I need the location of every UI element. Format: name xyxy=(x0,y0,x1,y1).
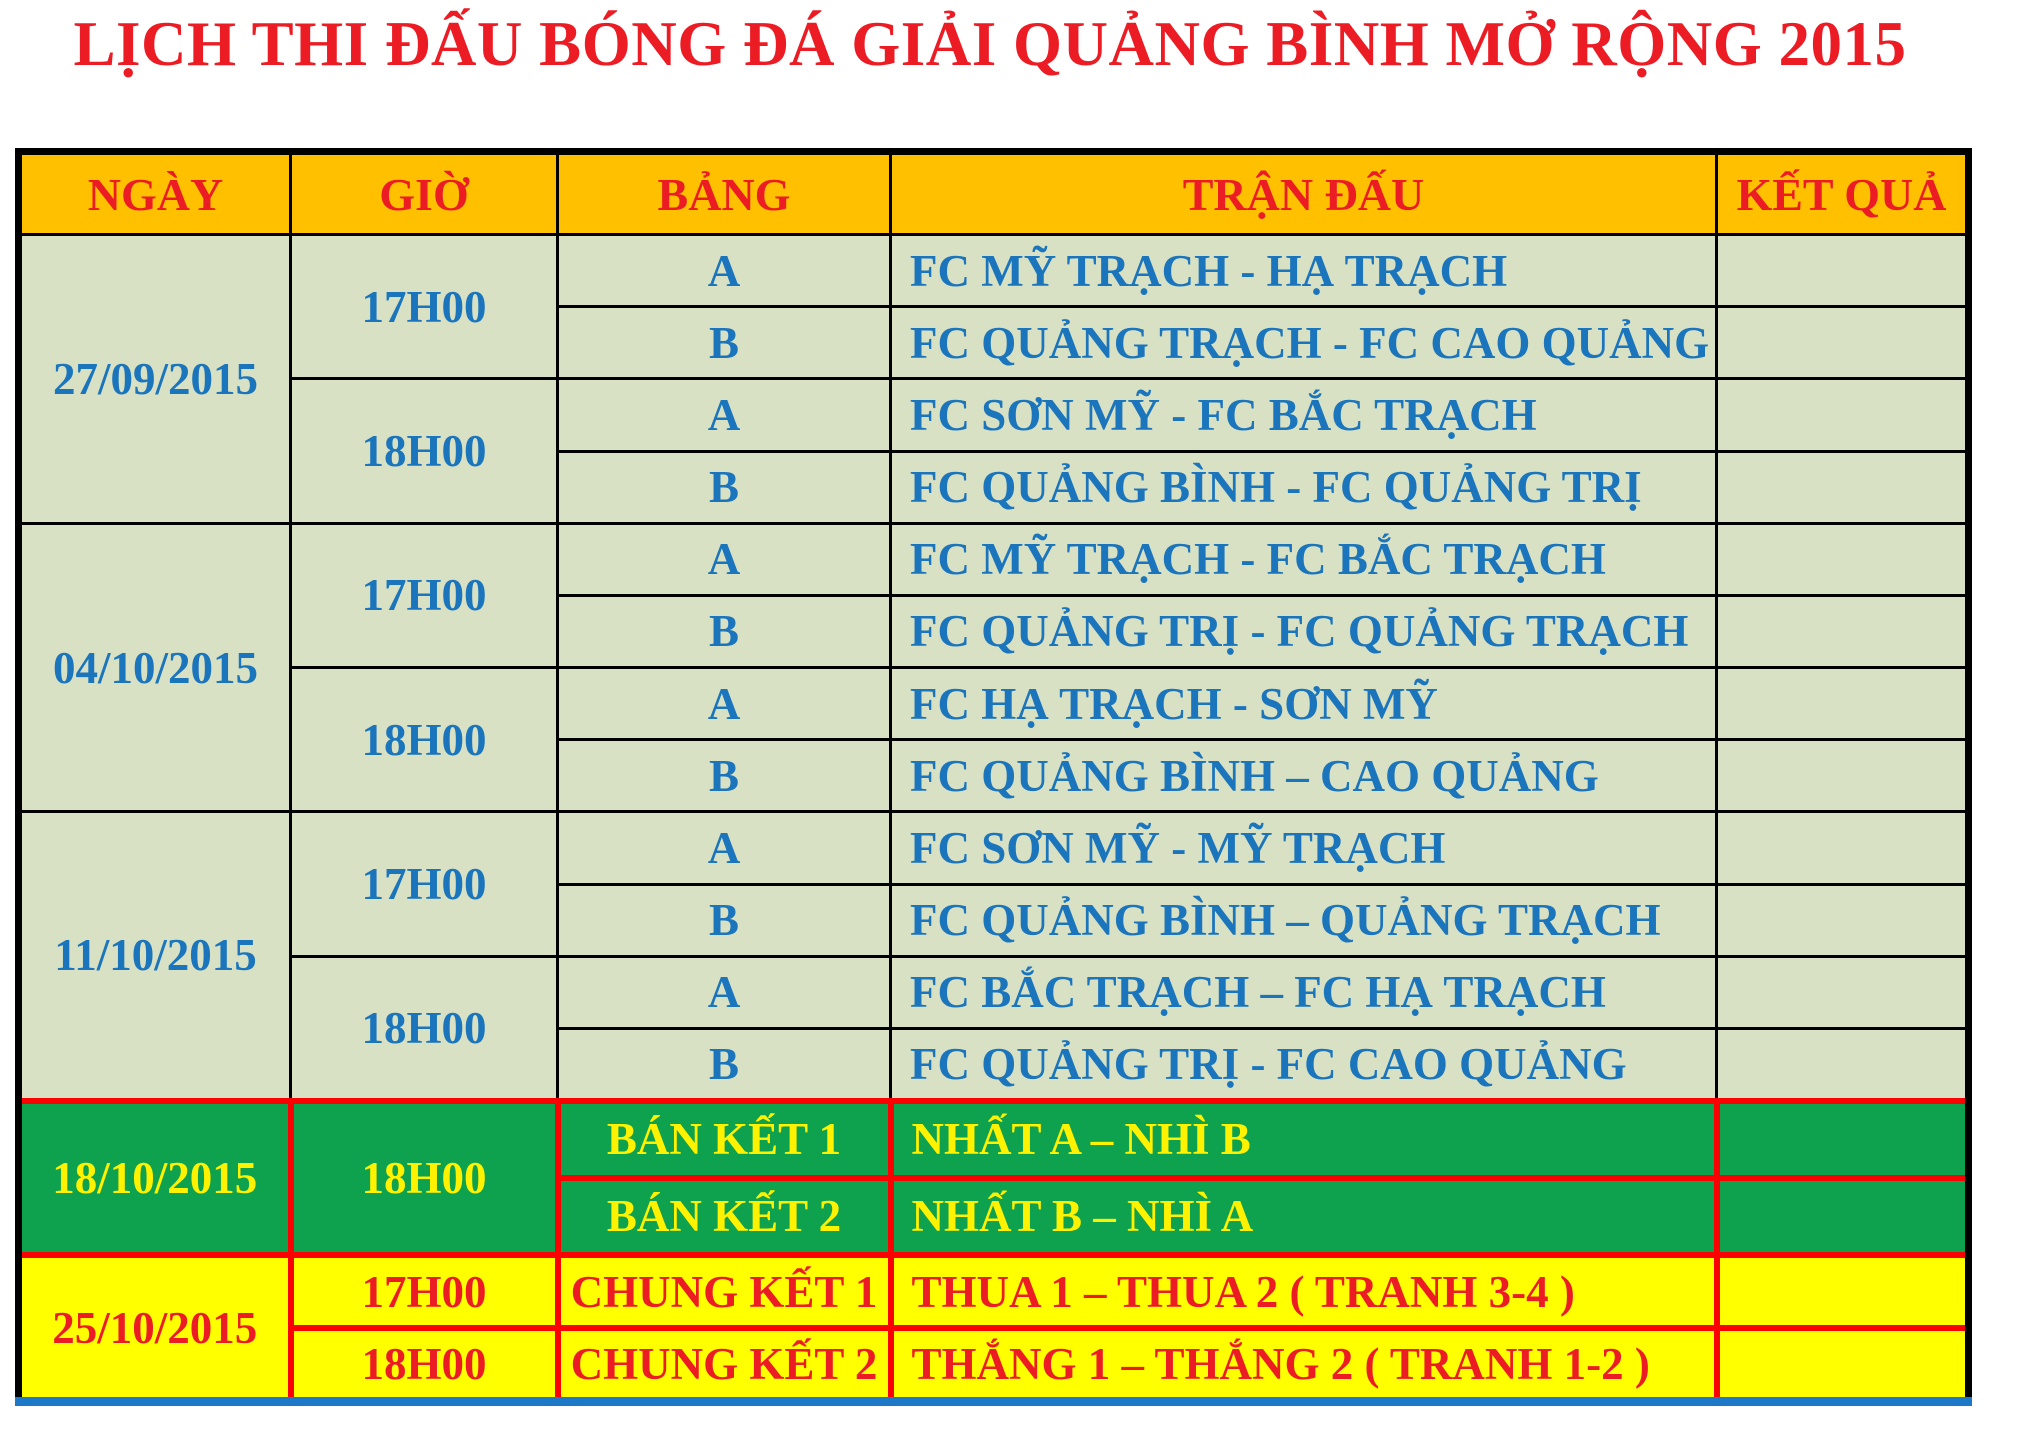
match-cell: NHẤT A – NHÌ B xyxy=(891,1101,1717,1178)
result-cell xyxy=(1717,1328,1969,1401)
result-cell xyxy=(1717,1101,1969,1178)
date-cell: 27/09/2015 xyxy=(19,235,291,524)
match-cell: FC QUẢNG TRỊ - FC CAO QUẢNG xyxy=(891,1028,1717,1100)
time-cell: 17H00 xyxy=(291,812,558,956)
final-row xyxy=(19,1255,1969,1328)
match-row xyxy=(19,812,1969,884)
header-time: GIỜ xyxy=(291,152,558,235)
header-result: KẾT QUẢ xyxy=(1717,152,1969,235)
date-cell: 18/10/2015 xyxy=(19,1101,291,1256)
result-cell xyxy=(1717,668,1969,740)
time-cell: 17H00 xyxy=(291,1255,558,1328)
group-cell: A xyxy=(558,523,891,595)
match-cell: NHẤT B – NHÌ A xyxy=(891,1178,1717,1255)
match-cell: FC HẠ TRẠCH - SƠN MỸ xyxy=(891,668,1717,740)
final-row xyxy=(19,1328,1969,1401)
header-row xyxy=(19,152,1969,235)
group-cell: B xyxy=(558,595,891,667)
date-cell: 25/10/2015 xyxy=(19,1255,291,1401)
match-row xyxy=(19,956,1969,1028)
match-row xyxy=(19,235,1969,307)
group-cell: B xyxy=(558,307,891,379)
group-cell: A xyxy=(558,379,891,451)
time-cell: 18H00 xyxy=(291,956,558,1100)
match-cell: THẮNG 1 – THẮNG 2 ( TRANH 1-2 ) xyxy=(891,1328,1717,1401)
result-cell xyxy=(1717,235,1969,307)
match-cell: FC SƠN MỸ - FC BẮC TRẠCH xyxy=(891,379,1717,451)
result-cell xyxy=(1717,379,1969,451)
match-cell: FC SƠN MỸ - MỸ TRẠCH xyxy=(891,812,1717,884)
match-cell: FC QUẢNG TRẠCH - FC CAO QUẢNG xyxy=(891,307,1717,379)
result-cell xyxy=(1717,956,1969,1028)
match-row xyxy=(19,523,1969,595)
stage-cell: BÁN KẾT 1 xyxy=(558,1101,891,1178)
time-cell: 17H00 xyxy=(291,235,558,379)
result-cell xyxy=(1717,451,1969,523)
result-cell xyxy=(1717,812,1969,884)
group-cell: A xyxy=(558,956,891,1028)
header-date: NGÀY xyxy=(19,152,291,235)
group-cell: B xyxy=(558,1028,891,1100)
time-cell: 18H00 xyxy=(291,668,558,812)
result-cell xyxy=(1717,523,1969,595)
match-cell: FC QUẢNG BÌNH – CAO QUẢNG xyxy=(891,740,1717,812)
match-cell: FC QUẢNG BÌNH – QUẢNG TRẠCH xyxy=(891,884,1717,956)
result-cell xyxy=(1717,1178,1969,1255)
stage-cell: BÁN KẾT 2 xyxy=(558,1178,891,1255)
group-cell: B xyxy=(558,884,891,956)
semifinal-row xyxy=(19,1101,1969,1178)
match-row xyxy=(19,668,1969,740)
group-cell: B xyxy=(558,740,891,812)
stage-cell: CHUNG KẾT 2 xyxy=(558,1328,891,1401)
date-cell: 11/10/2015 xyxy=(19,812,291,1101)
date-cell: 04/10/2015 xyxy=(19,523,291,812)
result-cell xyxy=(1717,307,1969,379)
group-cell: A xyxy=(558,668,891,740)
match-cell: FC BẮC TRẠCH – FC HẠ TRẠCH xyxy=(891,956,1717,1028)
match-cell: FC QUẢNG BÌNH - FC QUẢNG TRỊ xyxy=(891,451,1717,523)
match-cell: FC QUẢNG TRỊ - FC QUẢNG TRẠCH xyxy=(891,595,1717,667)
time-cell: 17H00 xyxy=(291,523,558,667)
result-cell xyxy=(1717,1255,1969,1328)
schedule-table xyxy=(15,148,1972,1406)
match-cell: FC MỸ TRẠCH - FC BẮC TRẠCH xyxy=(891,523,1717,595)
time-cell: 18H00 xyxy=(291,379,558,523)
time-cell: 18H00 xyxy=(291,1101,558,1256)
result-cell xyxy=(1717,884,1969,956)
result-cell xyxy=(1717,595,1969,667)
group-cell: A xyxy=(558,235,891,307)
match-cell: THUA 1 – THUA 2 ( TRANH 3-4 ) xyxy=(891,1255,1717,1328)
result-cell xyxy=(1717,1028,1969,1100)
page-title: LỊCH THI ĐẤU BÓNG ĐÁ GIẢI QUẢNG BÌNH MỞ RỘNG 2015 xyxy=(73,9,1907,79)
result-cell xyxy=(1717,740,1969,812)
header-group: BẢNG xyxy=(558,152,891,235)
stage-cell: CHUNG KẾT 1 xyxy=(558,1255,891,1328)
match-row xyxy=(19,379,1969,451)
group-cell: B xyxy=(558,451,891,523)
header-match: TRẬN ĐẤU xyxy=(891,152,1717,235)
time-cell: 18H00 xyxy=(291,1328,558,1401)
match-cell: FC MỸ TRẠCH - HẠ TRẠCH xyxy=(891,235,1717,307)
group-cell: A xyxy=(558,812,891,884)
